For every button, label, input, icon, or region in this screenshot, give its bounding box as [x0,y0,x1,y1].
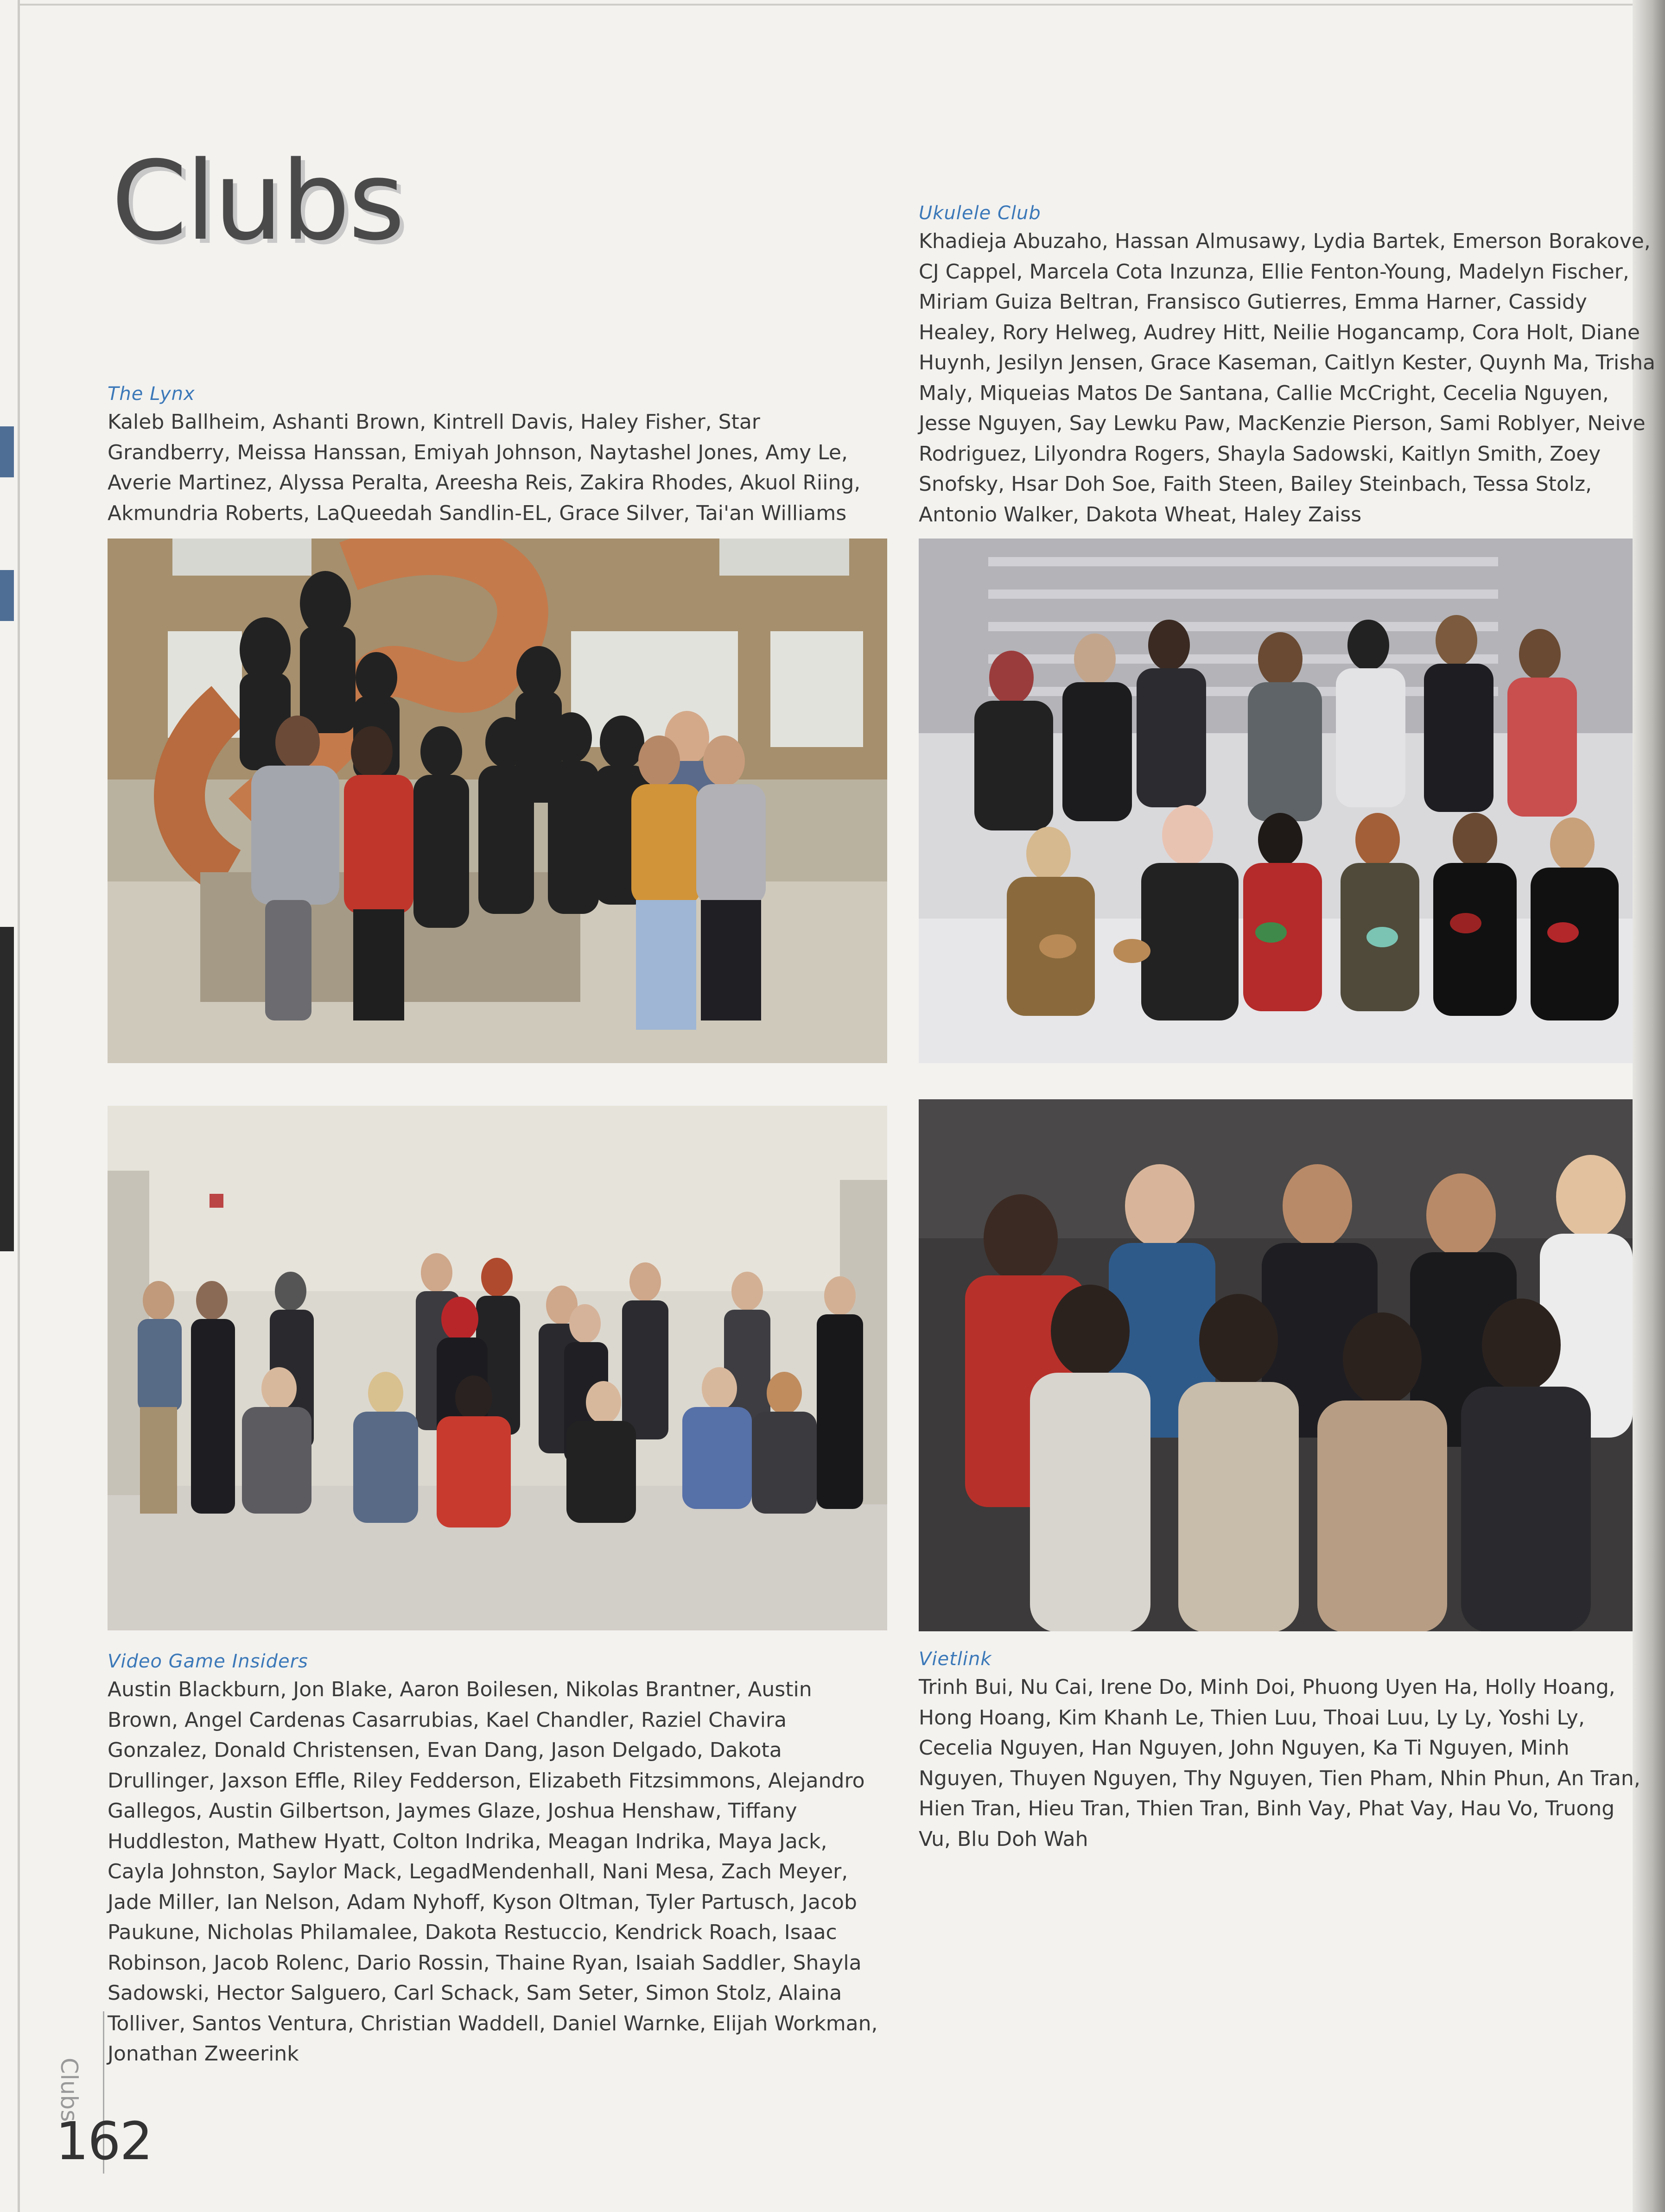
video-game-group-photo [108,1106,887,1630]
lynx-section-title: The Lynx [108,383,195,405]
ukulele-group-photo [919,539,1633,1063]
video-game-section-title: Video Game Insiders [108,1651,308,1672]
video-game-member-list: Austin Blackburn, Jon Blake, Aaron Boilesen, Nikolas Brantner, Austin Brown, Angel Cardenas Casarrubias, Kael Chandler, Raziel Chavira Gonzalez, Donald Christensen, Evan Dang, Jason Delgado, Dakota Drullinger, Jaxson Effle, Riley Fedderson, Elizabeth Fitzsimmons, Alejandro Gallegos, Austin Gilbertson, Jaymes Glaze, Joshua Henshaw, Tiffany Huddleston, Mathew Hyatt, Colton Indrika, Meagan Indrika, Maya Jack, Cayla Johnston, Saylor Mack, LegadMendenhall, Nani Mesa, Zach Meyer, Jade Miller, Ian Nelson, Adam Nyhoff, Kyson Oltman, Tyler Partusch, Jacob Paukune, Nicholas Philamalee, Dakota Restuccio, Kendrick Roach, Isaac Robinson, Jacob Rolenc, Dario Rossin, Thaine Ryan, Isaiah Saddler, Shayla Sadowski, Hector Salguero, Carl Schack, Sam Seter, Simon Stolz, Alaina Tolliver, Santos Ventura, Christian Waddell, Daniel Warnke, Elijah Workman, Jonathan Zweerink [108,1678,878,2066]
page-spine-edge [18,0,20,2212]
lynx-member-list: Kaleb Ballheim, Ashanti Brown, Kintrell Davis, Haley Fisher, Star Grandberry, Meissa Hanssan, Emiyah Johnson, Naytashel Jones, Amy Le, Averie Martinez, Alyssa Peralta, Areesha Reis, Zakira Rhodes, Akuol Riing, Akmundria Roberts, LaQueedah Sandlin-EL, Grace Silver, Tai'an Williams [108,410,861,525]
section-tab-marker [0,570,14,621]
ukulele-member-list: Khadieja Abuzaho, Hassan Almusawy, Lydia Bartek, Emerson Borakove, CJ Cappel, Marcela Cota Inzunza, Ellie Fenton-Young, Madelyn Fischer, Miriam Guiza Beltran, Fransisco Gutierres, Emma Harner, Cassidy Healey, Rory Helweg, Audrey Hitt, Neilie Hogancamp, Cora Holt, Diane Huynh, Jesilyn Jensen, Grace Kaseman, Caitlyn Kester, Quynh Ma, Trisha Maly, Miqueias Matos De Santana, Callie McCright, Cecelia Nguyen, Jesse Nguyen, Say Lewku Paw, MacKenzie Pierson, Sami Roblyer, Neive Rodriguez, Lilyondra Rogers, Shayla Sadowski, Kaitlyn Smith, Zoey Snofsky, Hsar Doh Soe, Faith Steen, Bailey Steinbach, Tessa Stolz, Antonio Walker, Dakota Wheat, Haley Zaiss [919,229,1656,526]
vietlink-section-title: Vietlink [919,1648,992,1670]
vietlink-member-list: Trinh Bui, Nu Cai, Irene Do, Minh Doi, Phuong Uyen Ha, Holly Hoang, Hong Hoang, Kim Khanh Le, Thien Luu, Thoai Luu, Ly Ly, Yoshi Ly, Cecelia Nguyen, Han Nguyen, John Nguyen, Ka Ti Nguyen, Minh Nguyen, Thuyen Nguyen, Thy Nguyen, Tien Pham, Nhin Phun, An Tran, Hien Tran, Hieu Tran, Thien Tran, Binh Vay, Phat Vay, Hau Vo, Truong Vu, Blu Doh Wah [919,1675,1640,1851]
page-title: Clubs [111,138,403,265]
ukulele-section-title: Ukulele Club [919,203,1041,224]
vietlink-group-photo [919,1099,1633,1631]
lynx-group-photo [108,539,887,1063]
side-section-label: Clubs [56,2058,83,2122]
section-tab-marker [0,426,14,477]
section-tab-marker [0,927,14,1251]
page-top-edge [19,4,1633,6]
page-number: 162 [56,2111,152,2172]
